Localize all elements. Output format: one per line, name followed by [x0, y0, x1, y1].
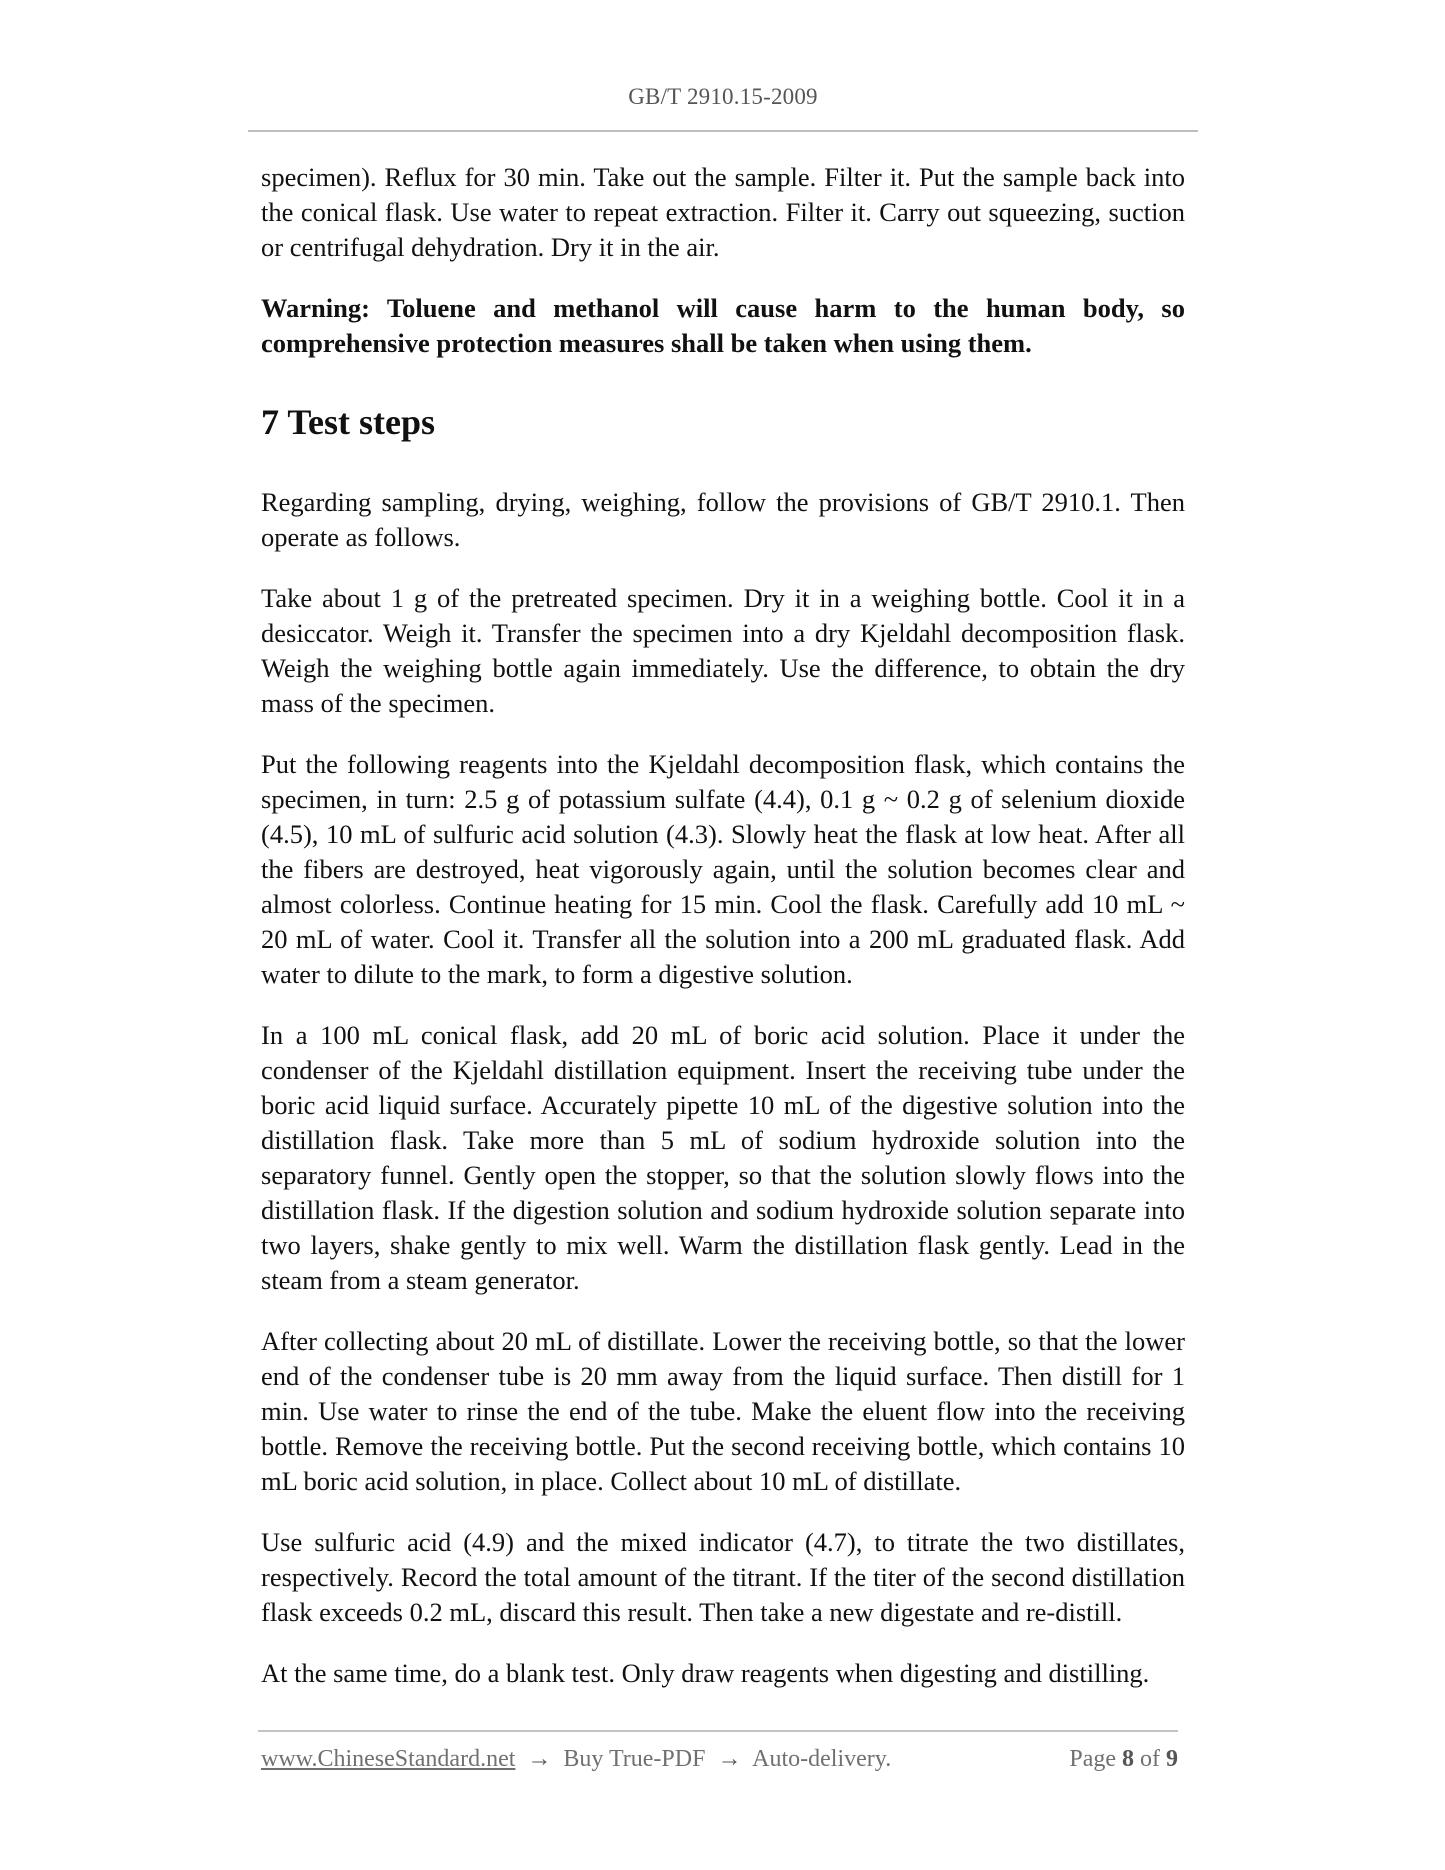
- arrow-right-icon: →: [717, 1746, 742, 1772]
- paragraph-digestion: Put the following reagents into the Kjeldahl decomposition flask, which contains the specimen, in turn: 2.5 g of potassium sulfate (4.4), 0.1 g ~ 0.2 g of selenium dioxide (4.5), 10 mL of sulfuric acid solution (4.3). Slowly heat the flask at low heat. After all the fibers are destroyed, heat vigorously again, until the solution becomes clear and almost colorless. Continue heating for 15 min. Cool the flask. Carefully add 10 mL ~ 20 mL of water. Cool it. Transfer all the solution into a 200 mL graduated flask. Add water to dilute to the mark, to form a digestive solution.: [261, 749, 1185, 989]
- page-current: 8: [1122, 1746, 1134, 1772]
- paragraph-intro: specimen). Reflux for 30 min. Take out the sample. Filter it. Put the sample back into the conical flask. Use water to repeat extraction. Filter it. Carry out squeezing, suction or centrifugal dehydration. Dry it in the air.: [261, 162, 1185, 262]
- page-total: 9: [1166, 1746, 1178, 1772]
- paragraph-sampling: Regarding sampling, drying, weighing, follow the provisions of GB/T 2910.1. Then operate as follows.: [261, 487, 1185, 552]
- arrow-right-icon: →: [527, 1746, 552, 1772]
- buy-pdf-text: Buy True-PDF: [563, 1746, 706, 1772]
- warning-note: Warning: Toluene and methanol will cause harm to the human body, so comprehensive protection measures shall be taken when using them.: [261, 293, 1185, 358]
- footer-links: [261, 1746, 891, 1773]
- section-title: 7 Test steps: [261, 402, 436, 442]
- paragraph-blank-test: At the same time, do a blank test. Only draw reagents when digesting and distilling.: [261, 1658, 1150, 1688]
- document-body: [261, 160, 1185, 1717]
- page-indicator: [1069, 1746, 1178, 1773]
- paragraph-collection: After collecting about 20 mL of distillate. Lower the receiving bottle, so that the lower end of the condenser tube is 20 mm away from the liquid surface. Then distill for 1 min. Use water to rinse the end of the tube. Make the eluent flow into the receiving bottle. Remove the receiving bottle. Put the second receiving bottle, which contains 10 mL boric acid solution, in place. Collect about 10 mL of distillate.: [261, 1326, 1185, 1496]
- page-header: GB/T 2910.15-2009: [628, 84, 818, 109]
- website-link[interactable]: www.ChineseStandard.net: [261, 1746, 516, 1772]
- paragraph-titration: Use sulfuric acid (4.9) and the mixed indicator (4.7), to titrate the two distillates, respectively. Record the total amount of the titrant. If the titer of the second distillation flask exceeds 0.2 mL, discard this result. Then take a new digestate and re-distill.: [261, 1527, 1185, 1627]
- footer-divider: [258, 1730, 1178, 1732]
- header-divider: [248, 130, 1198, 132]
- page-label: Page: [1069, 1746, 1116, 1772]
- page-of-label: of: [1140, 1746, 1160, 1772]
- auto-delivery-text: Auto-delivery.: [752, 1746, 892, 1772]
- paragraph-weighing: Take about 1 g of the pretreated specimen. Dry it in a weighing bottle. Cool it in a desiccator. Weigh it. Transfer the specimen into a dry Kjeldahl decomposition flask. Weigh the weighing bottle again immediately. Use the difference, to obtain the dry mass of the specimen.: [261, 583, 1185, 718]
- paragraph-distillation: In a 100 mL conical flask, add 20 mL of boric acid solution. Place it under the condenser of the Kjeldahl distillation equipment. Insert the receiving tube under the boric acid liquid surface. Accurately pipette 10 mL of the digestive solution into the distillation flask. Take more than 5 mL of sodium hydroxide solution into the separatory funnel. Gently open the stopper, so that the solution slowly flows into the distillation flask. If the digestion solution and sodium hydroxide solution separate into two layers, shake gently to mix well. Warm the distillation flask gently. Lead in the steam from a steam generator.: [261, 1020, 1185, 1295]
- page-footer: [261, 1746, 1178, 1780]
